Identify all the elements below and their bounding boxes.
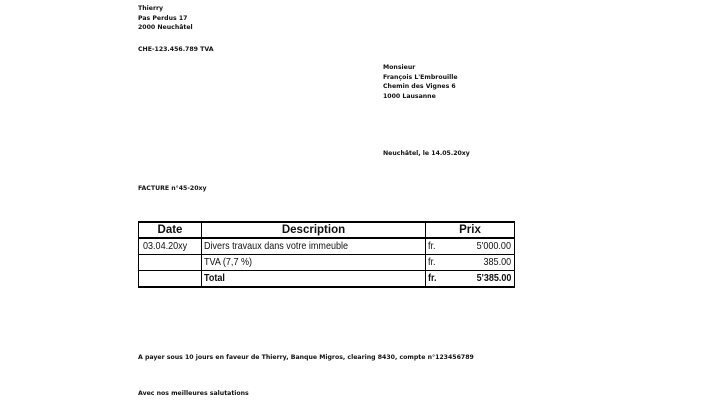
header-price-label: Prix	[459, 224, 481, 236]
row-description-text: Divers travaux dans votre immeuble	[204, 240, 349, 252]
total-label	[202, 271, 426, 288]
row-amount-text: 5'000.00	[476, 240, 511, 252]
table-total-row	[139, 271, 515, 288]
table-header-row	[139, 222, 515, 238]
row-date	[139, 238, 202, 255]
payment-instructions: A payer sous 10 jours en faveur de Thierry, Banque Migros, clearing 8430, compte n°123456789	[138, 354, 474, 361]
total-amount-text: 5'385.00	[476, 272, 511, 284]
total-empty-cell	[139, 271, 202, 288]
sender-name: Thierry	[138, 5, 164, 12]
sender-street: Pas Perdus 17	[138, 14, 188, 22]
place-and-date: Neuchâtel, le 14.05.20xy	[383, 150, 470, 157]
sender-address	[138, 4, 193, 33]
row-date-text: 03.04.20xy	[143, 240, 188, 252]
table-row	[139, 238, 515, 255]
total-label-text: Total	[204, 272, 225, 284]
row-amount-text: 385.00	[483, 256, 511, 268]
row-description	[202, 255, 426, 271]
row-currency-text: fr.	[428, 256, 436, 268]
total-currency-text: fr.	[428, 272, 437, 284]
header-date	[139, 222, 202, 238]
header-date-label: Date	[157, 224, 183, 236]
row-date	[139, 255, 202, 271]
row-description-text: TVA (7,7 %)	[204, 256, 253, 268]
closing-salutation: Avec nos meilleures salutations	[138, 390, 249, 397]
invoice-title: FACTURE n°45-20xy	[138, 185, 207, 192]
recipient-street: Chemin des Vignes 6	[383, 83, 456, 91]
row-currency	[426, 238, 450, 255]
table-row	[139, 255, 515, 271]
row-currency	[426, 255, 450, 271]
total-currency	[426, 271, 450, 288]
row-amount	[450, 255, 515, 271]
row-currency-text: fr.	[428, 240, 436, 252]
sender-vat-number: CHE-123.456.789 TVA	[138, 46, 214, 53]
header-description-label: Description	[281, 224, 346, 236]
total-amount	[450, 271, 515, 288]
header-price	[426, 222, 515, 238]
recipient-address	[383, 63, 458, 101]
sender-city: 2000 Neuchâtel	[138, 24, 193, 32]
recipient-name: François L'Embrouille	[383, 73, 458, 81]
invoice-table	[138, 221, 515, 288]
recipient-salutation: Monsieur	[383, 64, 416, 71]
header-description	[202, 222, 426, 238]
recipient-city: 1000 Lausanne	[383, 92, 436, 100]
row-description	[202, 238, 426, 255]
row-amount	[450, 238, 515, 255]
